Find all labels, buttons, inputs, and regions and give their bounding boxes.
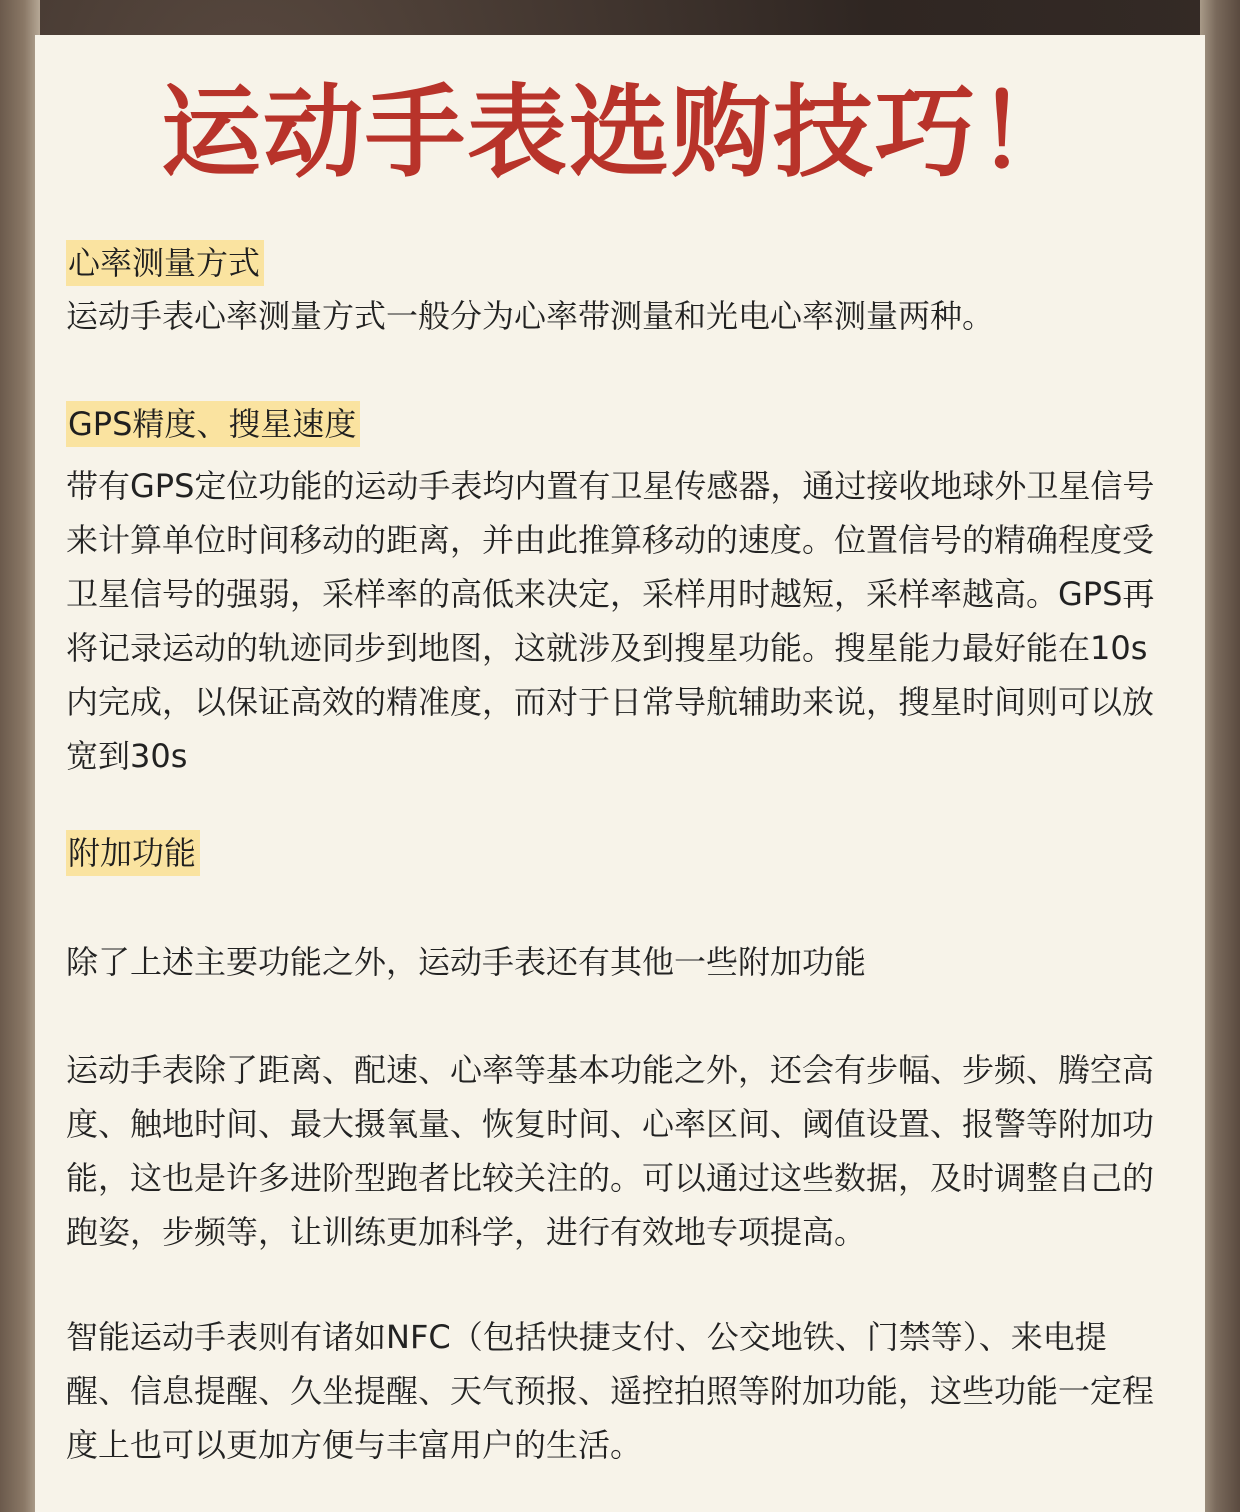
- section-extra-features: [66, 830, 200, 876]
- page-title: 运动手表选购技巧！: [161, 74, 1079, 191]
- section-paragraph: 运动手表除了距离、配速、心率等基本功能之外，还会有步幅、步频、腾空高度、触地时间、最大摄氧量、恢复时间、心率区间、阈值设置、报警等附加功能，这也是许多进阶型跑者比较关注的。可以通过这些数据，及时调整自己的跑姿，步频等，让训练更加科学，进行有效地专项提高。: [66, 1051, 1155, 1251]
- background-right-edge: [1200, 0, 1240, 1512]
- section-heading: GPS精度、搜星速度: [66, 401, 360, 447]
- section-heading: 附加功能: [66, 830, 200, 876]
- section-paragraph: 除了上述主要功能之外，运动手表还有其他一些附加功能: [66, 943, 867, 981]
- section-heading: 心率测量方式: [66, 240, 264, 286]
- background-left-edge: [0, 0, 40, 1512]
- section-gps: [66, 401, 1166, 783]
- article-card: [35, 35, 1205, 1512]
- section-paragraph: 运动手表心率测量方式一般分为心率带测量和光电心率测量两种。: [66, 297, 995, 335]
- section-paragraph: 智能运动手表则有诸如NFC（包括快捷支付、公交地铁、门禁等）、来电提醒、信息提醒、久坐提醒、天气预报、遥控拍照等附加功能，这些功能一定程度上也可以更加方便与丰富用户的生活。: [66, 1318, 1155, 1464]
- section-heart-rate: [66, 240, 1166, 343]
- section-paragraph: 带有GPS定位功能的运动手表均内置有卫星传感器，通过接收地球外卫星信号来计算单位时间移动的距离，并由此推算移动的速度。位置信号的精确程度受卫星信号的强弱，采样率的高低来决定，采样用时越短，采样率越高。GPS再将记录运动的轨迹同步到地图，这就涉及到搜星功能。搜星能力最好能在10s内完成，以保证高效的精准度，而对于日常导航辅助来说，搜星时间则可以放宽到30s: [66, 467, 1155, 775]
